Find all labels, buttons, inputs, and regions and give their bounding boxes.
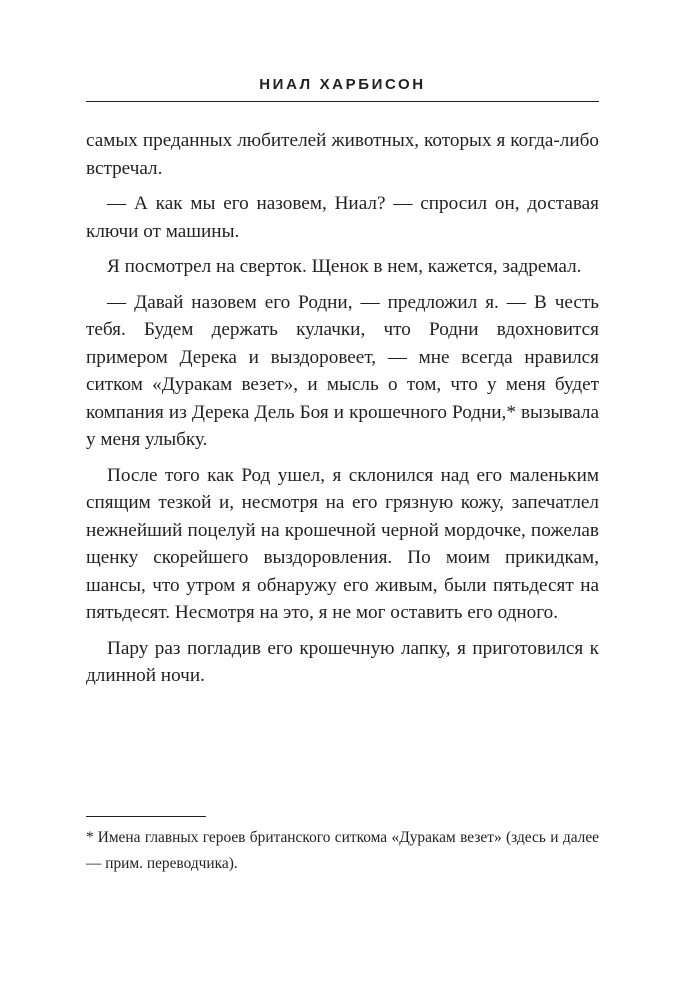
paragraph: После того как Род ушел, я склонился над его маленьким спящим тезкой и, несмотря на его грязную кожу, запечатлел нежнейший поцелуй на крошечной черной мордочке, пожелав щенку скорейшего выздоровления. По моим прикидкам, шансы, что утром я обнаружу его живым, были пятьдесят на пятьдесят. Несмотря на это, я не мог оставить его одного. (86, 464, 599, 623)
paragraph: — А как мы его назовем, Ниал? — спросил он, доставая ключи от машины. (86, 193, 599, 242)
paragraph: Я посмотрел на сверток. Щенок в нем, кажется, задремал. (107, 256, 582, 277)
paragraph-continuation: самых преданных любителей животных, которых я когда-либо встречал. (86, 130, 599, 179)
paragraph: Пару раз погладив его крошечную лапку, я приготовился к длинной ночи. (86, 637, 599, 686)
footnote (86, 825, 599, 877)
footnote-divider (86, 816, 206, 817)
footnote-marker: * (86, 829, 94, 846)
main-text (86, 127, 599, 698)
footnote-text: Имена главных героев британского ситкома «Дуракам везет» (здесь и далее — прим. переводчика). (86, 829, 599, 872)
running-header-title: НИАЛ ХАРБИСОН (259, 76, 426, 93)
paragraph: — Давай назовем его Родни, — предложил я. — В честь тебя. Будем держать кулачки, что Родни вдохновится примером Дерека и выздоровеет, — мне всегда нравился ситком «Дуракам везет», и мысль о том, что у меня будет компания из Дерека Дель Боя и крошечного Родни,* вызывала у меня улыбку. (86, 291, 599, 450)
header-divider (86, 101, 599, 102)
